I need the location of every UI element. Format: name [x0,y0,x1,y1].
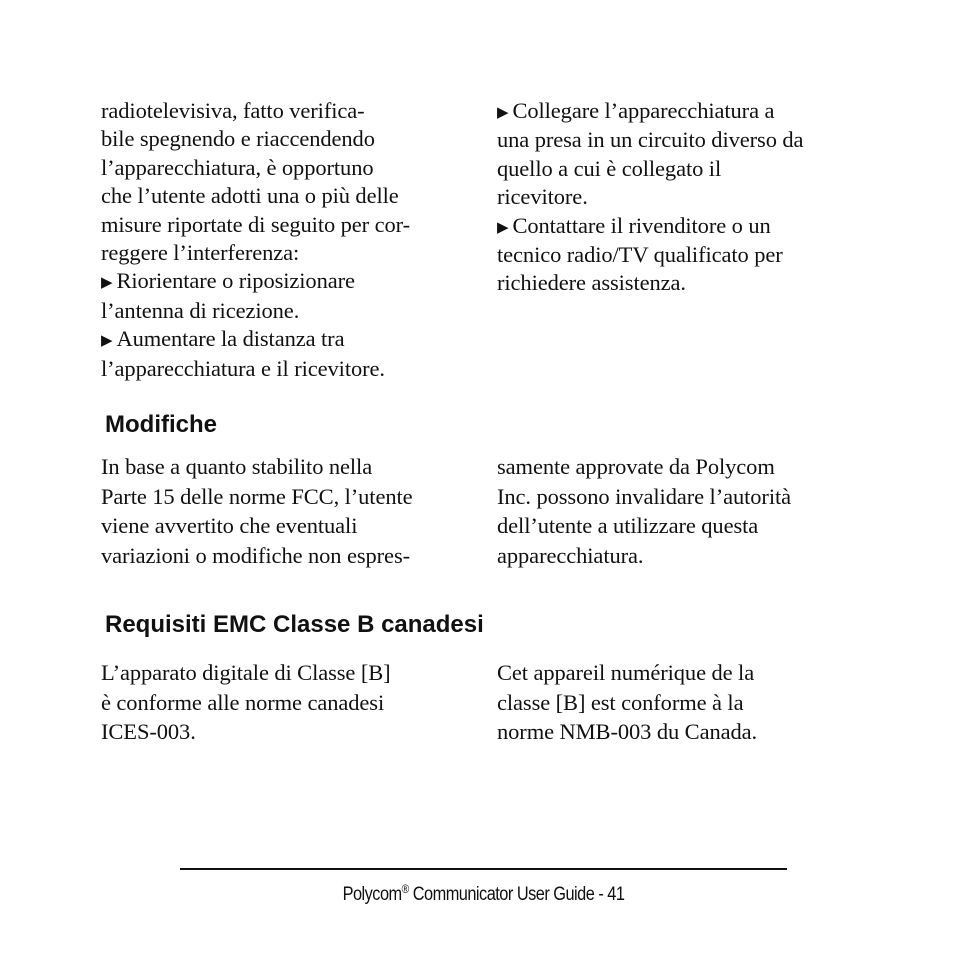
modifiche-left-column [101,452,413,570]
text-line: In base a quanto stabilito nella [101,454,373,479]
registered-mark: ® [401,882,409,896]
text-line: variazioni o modifiche non espres- [101,542,410,568]
bullet-arrow-icon: ▶ [497,103,509,121]
text-line: reggere l’interferenza: [101,240,300,266]
text-line: quello a cui è collegato il [497,155,722,181]
text-line: L’apparato digitale di Classe [B] [101,660,391,685]
text-line: richiedere assistenza. [497,270,686,296]
text-line: Cet appareil numérique de la [497,660,755,685]
bullet-item [101,325,410,354]
text-line: viene avvertito che eventuali [101,513,358,538]
emc-right-column [497,658,757,747]
section-heading-emc: Requisiti EMC Classe B canadesi [105,611,484,638]
intro-left-column [101,97,410,383]
text-line: ICES-003. [101,719,196,744]
bullet-text: Contattare il rivenditore o un [512,212,771,238]
text-line: samente approvate da Polycom [497,454,775,479]
bullet-arrow-icon: ▶ [101,273,113,292]
text-line: l’apparecchiatura, è opportuno [101,154,374,180]
text-line: che l’utente adotti una o più delle [101,183,399,209]
text-line: radiotelevisiva, fatto verifica- [101,98,365,123]
bullet-text: Collegare l’apparecchiatura a [512,98,775,123]
text-line: ricevitore. [497,184,588,210]
footer-title-page: Communicator User Guide - 41 [408,884,625,905]
section-heading-modifiche: Modifiche [105,411,217,438]
bullet-item [497,97,803,126]
bullet-arrow-icon: ▶ [101,331,113,350]
text-line: norme NMB-003 du Canada. [497,719,758,744]
bullet-text: Aumentare la distanza tra [116,326,345,352]
text-line: bile spegnendo e riaccendendo [101,126,375,152]
footer-divider [180,868,787,870]
text-line: apparecchiatura. [497,542,644,568]
bullet-item [101,267,410,296]
intro-right-column [497,97,803,298]
text-line: tecnico radio/TV qualificato per [497,242,783,268]
page-footer [222,883,744,907]
text-line: l’antenna di ricezione. [101,297,300,323]
text-line: Parte 15 delle norme FCC, l’utente [101,483,413,509]
text-line: misure riportate di seguito per cor- [101,211,410,237]
bullet-arrow-icon: ▶ [497,217,509,236]
emc-left-column [101,658,391,747]
text-line: dell’utente a utilizzare questa [497,513,759,538]
text-line: è conforme alle norme canadesi [101,689,385,715]
modifiche-right-column [497,452,791,570]
text-line: l’apparecchiatura e il ricevitore. [101,355,385,381]
text-line: Inc. possono invalidare l’autorità [497,483,792,509]
bullet-text: Riorientare o riposizionare [116,268,355,294]
text-line: classe [B] est conforme à la [497,689,744,715]
bullet-item [497,212,803,241]
footer-brand: Polycom [342,884,402,905]
text-line: una presa in un circuito diverso da [497,127,804,153]
